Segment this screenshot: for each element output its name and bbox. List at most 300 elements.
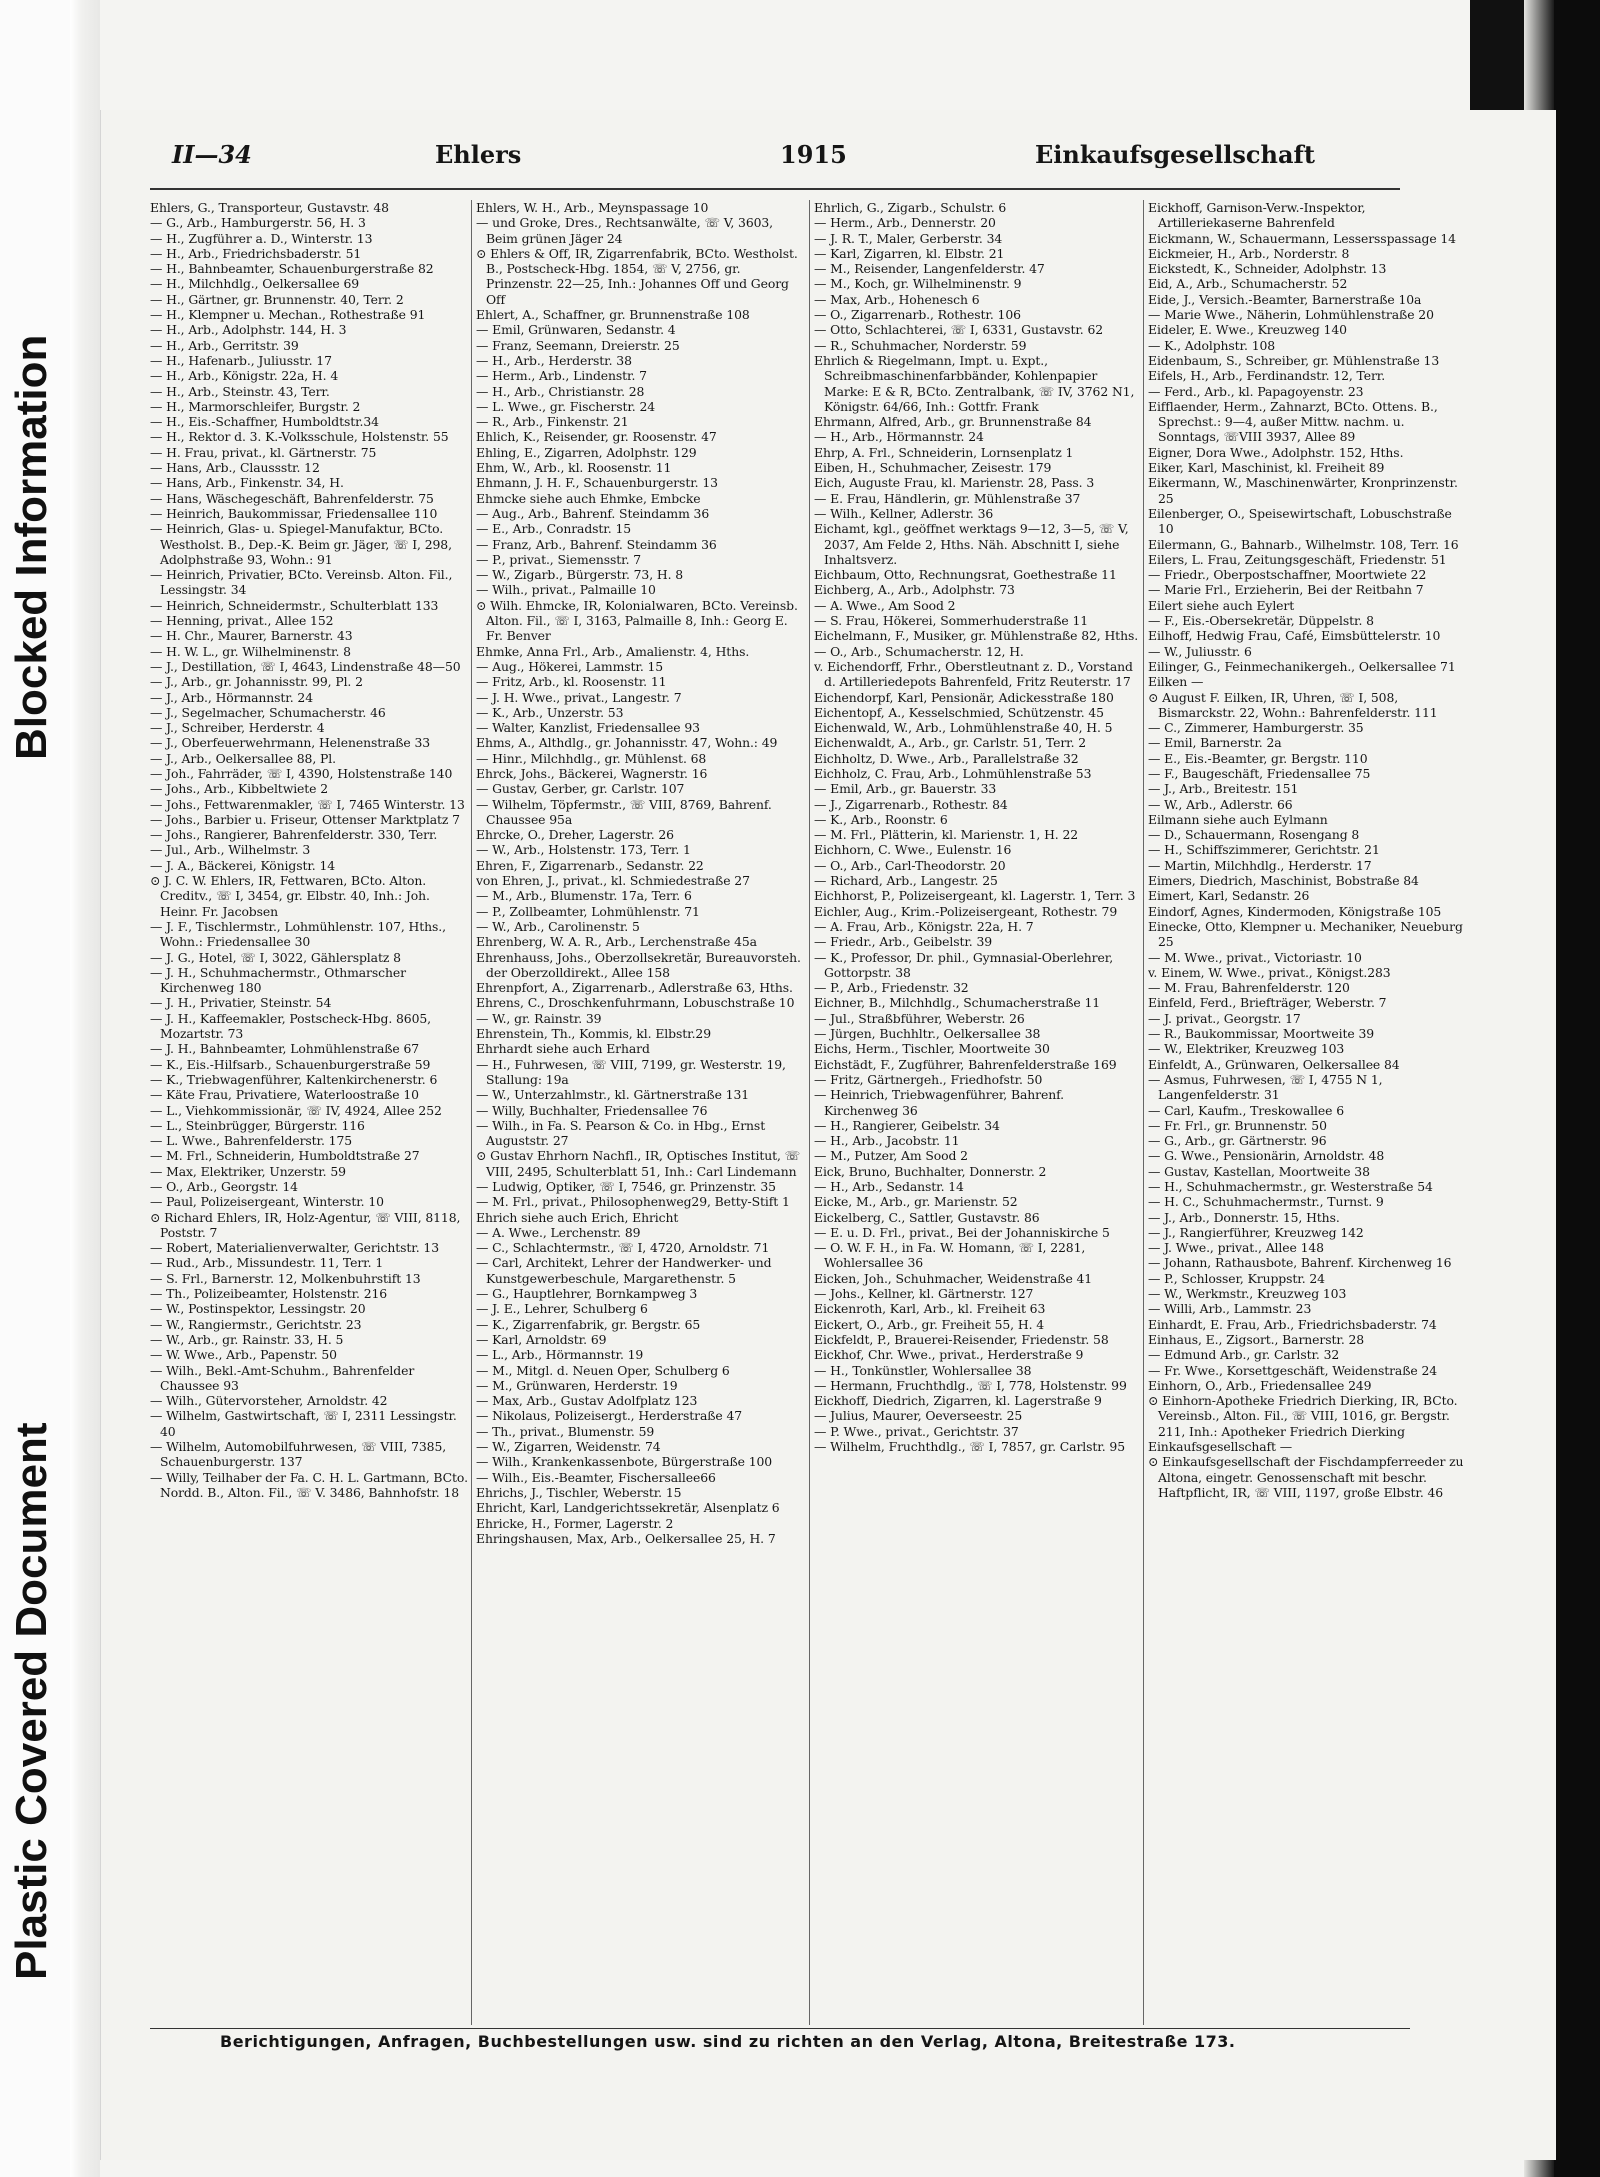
directory-entry: Eichner, B., Milchhdlg., Schumacherstraße 11 bbox=[814, 995, 1101, 1011]
directory-entry: — Karl, Zigarren, kl. Elbstr. 21 bbox=[814, 245, 1005, 261]
directory-entry: Eilinger, G., Feinmechanikergeh., Oelkersallee 71 bbox=[1148, 658, 1456, 674]
directory-entry: — M., Putzer, Am Sood 2 bbox=[814, 1148, 968, 1164]
directory-entry: Einfeldt, A., Grünwaren, Oelkersallee 84 bbox=[1148, 1056, 1400, 1072]
directory-entry: — J., Segelmacher, Schumacherstr. 46 bbox=[150, 704, 386, 720]
directory-entry: — W., Arb., Adlerstr. 66 bbox=[1148, 796, 1293, 812]
directory-entry: — Wilhelm, Automobilfuhrwesen, ☏ VIII, 7385, Schauenburgerstr. 137 bbox=[150, 1439, 447, 1470]
directory-entry: — Joh., Fahrräder, ☏ I, 4390, Holstenstraße 140 bbox=[150, 765, 453, 781]
directory-entry: — Herm., Arb., Lindenstr. 7 bbox=[476, 368, 647, 384]
directory-entry: — R., Arb., Finkenstr. 21 bbox=[476, 414, 629, 430]
directory-entry: — A. Wwe., Am Sood 2 bbox=[814, 597, 956, 613]
directory-entry: — Willy, Buchhalter, Friedensallee 76 bbox=[476, 1102, 708, 1118]
directory-column-4 bbox=[1148, 200, 1468, 2030]
header-last-entry: Einkaufsgesellschaft bbox=[1035, 140, 1315, 169]
directory-entry: — Wilh., Kellner, Adlerstr. 36 bbox=[814, 505, 994, 521]
directory-entry: — Jul., Arb., Wilhelmstr. 3 bbox=[150, 842, 311, 858]
directory-entry: — Johs., Arb., Kibbeltwiete 2 bbox=[150, 781, 329, 797]
directory-entry: — Franz, Seemann, Dreierstr. 25 bbox=[476, 337, 680, 353]
directory-entry: — H., Fuhrwesen, ☏ VIII, 7199, gr. Westerstr. 19, Stallung: 19a bbox=[476, 1056, 786, 1087]
directory-entry: — J. H. Wwe., privat., Langestr. 7 bbox=[476, 689, 682, 705]
directory-entry: — M. Frl., privat., Philosophenweg29, Betty-Stift 1 bbox=[476, 1194, 790, 1210]
directory-entry: — Max, Elektriker, Unzerstr. 59 bbox=[150, 1163, 346, 1179]
directory-entry: — H., Gärtner, gr. Brunnenstr. 40, Terr. 2 bbox=[150, 291, 404, 307]
directory-entry: Eimert, Karl, Sedanstr. 26 bbox=[1148, 888, 1310, 904]
directory-entry: Eiben, H., Schuhmacher, Zeisestr. 179 bbox=[814, 460, 1052, 476]
directory-entry: Eichler, Aug., Krim.-Polizeisergeant, Rothestr. 79 bbox=[814, 903, 1118, 919]
directory-entry: — H., Tonkünstler, Wohlersallee 38 bbox=[814, 1362, 1032, 1378]
directory-entry: — K., Zigarrenfabrik, gr. Bergstr. 65 bbox=[476, 1316, 701, 1332]
directory-entry: Eichhorst, P., Polizeisergeant, kl. Lagerstr. 1, Terr. 3 bbox=[814, 888, 1136, 904]
directory-entry: — Carl, Architekt, Lehrer der Handwerker- und Kunstgewerbeschule, Margarethenstr. 5 bbox=[476, 1255, 772, 1286]
directory-entry: — M. Wwe., privat., Victoriastr. 10 bbox=[1148, 949, 1362, 965]
directory-entry: — M., Grünwaren, Herderstr. 19 bbox=[476, 1377, 678, 1393]
directory-entry: Ehrenstein, Th., Kommis, kl. Elbstr.29 bbox=[476, 1026, 711, 1042]
directory-entry: — J., Arb., gr. Johannisstr. 99, Pl. 2 bbox=[150, 674, 363, 690]
column-divider bbox=[1143, 200, 1144, 2025]
directory-entry: — Marie Wwe., Näherin, Lohmühlenstraße 20 bbox=[1148, 307, 1434, 323]
directory-entry: — H., Zugführer a. D., Winterstr. 13 bbox=[150, 230, 373, 246]
directory-entry: — J., Arb., Donnerstr. 15, Hths. bbox=[1148, 1209, 1340, 1225]
directory-entry: Eid, A., Arb., Schumacherstr. 52 bbox=[1148, 276, 1348, 292]
directory-entry: — Fr. Frl., gr. Brunnenstr. 50 bbox=[1148, 1117, 1327, 1133]
directory-entry: — R., Schuhmacher, Norderstr. 59 bbox=[814, 337, 1027, 353]
directory-entry: — Richard, Arb., Langestr. 25 bbox=[814, 873, 998, 889]
directory-entry: Ehrp, A. Frl., Schneiderin, Lornsenplatz 1 bbox=[814, 444, 1074, 460]
directory-entry: — Johs., Barbier u. Friseur, Ottenser Marktplatz 7 bbox=[150, 811, 460, 827]
directory-entry: — Friedr., Oberpostschaffner, Moortwiete 22 bbox=[1148, 567, 1427, 583]
directory-entry: — J., Schreiber, Herderstr. 4 bbox=[150, 720, 325, 736]
directory-entry: — Johs., Kellner, kl. Gärtnerstr. 127 bbox=[814, 1286, 1034, 1302]
directory-entry: Eigner, Dora Wwe., Adolphstr. 152, Hths. bbox=[1148, 444, 1404, 460]
directory-entry: — W., Werkmstr., Kreuzweg 103 bbox=[1148, 1286, 1347, 1302]
directory-entry: — G. Wwe., Pensionärin, Arnoldstr. 48 bbox=[1148, 1148, 1385, 1164]
directory-entry: — H., Arb., Adolphstr. 144, H. 3 bbox=[150, 322, 347, 338]
directory-entry: Eickstedt, K., Schneider, Adolphstr. 13 bbox=[1148, 261, 1387, 277]
directory-entry: Eicke, M., Arb., gr. Marienstr. 52 bbox=[814, 1194, 1018, 1210]
directory-entry: — H., Rangierer, Geibelstr. 34 bbox=[814, 1117, 1000, 1133]
directory-entry: Eide, J., Versich.-Beamter, Barnerstraße 10a bbox=[1148, 291, 1422, 307]
directory-entry: — Fritz, Gärtnergeh., Friedhofstr. 50 bbox=[814, 1071, 1043, 1087]
directory-entry: — J. H., Bahnbeamter, Lohmühlenstraße 67 bbox=[150, 1041, 420, 1057]
directory-entry: — Julius, Maurer, Oeverseestr. 25 bbox=[814, 1408, 1023, 1424]
directory-entry: — J., Arb., Oelkersallee 88, Pl. bbox=[150, 750, 336, 766]
directory-entry: — Johs., Fettwarenmakler, ☏ I, 7465 Winterstr. 13 bbox=[150, 796, 465, 812]
directory-entry: — Hans, Arb., Claussstr. 12 bbox=[150, 460, 320, 476]
directory-entry: — Heinrich, Schneidermstr., Schulterblatt 133 bbox=[150, 597, 439, 613]
directory-entry: Ehm, W., Arb., kl. Roosenstr. 11 bbox=[476, 460, 672, 476]
directory-entry: Ehrenberg, W. A. R., Arb., Lerchenstraße 45a bbox=[476, 934, 757, 950]
directory-entry: — H. W. L., gr. Wilhelminenstr. 8 bbox=[150, 643, 351, 659]
directory-entry: — G., Hauptlehrer, Bornkampweg 3 bbox=[476, 1286, 698, 1302]
directory-entry: — Willi, Arb., Lammstr. 23 bbox=[1148, 1301, 1312, 1317]
directory-column-2 bbox=[476, 200, 806, 2030]
directory-entry: — Johs., Rangierer, Bahrenfelderstr. 330, Terr. bbox=[150, 827, 438, 843]
directory-entry: — P. Wwe., privat., Gerichtstr. 37 bbox=[814, 1423, 1019, 1439]
directory-entry: — Fritz, Arb., kl. Roosenstr. 11 bbox=[476, 674, 667, 690]
directory-entry: — H., Marmorschleifer, Burgstr. 2 bbox=[150, 398, 361, 414]
directory-entry: Ehricke, H., Former, Lagerstr. 2 bbox=[476, 1515, 674, 1531]
directory-entry: — Nikolaus, Polizeisergt., Herderstraße 47 bbox=[476, 1408, 743, 1424]
directory-entry: — H., Arb., Christianstr. 28 bbox=[476, 383, 645, 399]
directory-entry: — H., Eis.-Schaffner, Humboldtstr.34 bbox=[150, 414, 379, 430]
directory-entry: — F., Eis.-Obersekretär, Düppelstr. 8 bbox=[1148, 613, 1374, 629]
directory-entry: — W., Elektriker, Kreuzweg 103 bbox=[1148, 1041, 1345, 1057]
directory-entry: — H., Arb., Herderstr. 38 bbox=[476, 352, 632, 368]
directory-entry: — H., Bahnbeamter, Schauenburgerstraße 82 bbox=[150, 261, 434, 277]
directory-entry: — W., Unterzahlmstr., kl. Gärtnerstraße 131 bbox=[476, 1087, 750, 1103]
directory-entry: — Wilh., in Fa. S. Pearson & Co. in Hbg., Ernst Auguststr. 27 bbox=[476, 1117, 766, 1149]
directory-entry: — Wilh., Bekl.-Amt-Schuhm., Bahrenfelder Chaussee 93 bbox=[150, 1362, 415, 1393]
directory-entry: — F., Baugeschäft, Friedensallee 75 bbox=[1148, 765, 1371, 781]
directory-entry: — C., Zimmerer, Hamburgerstr. 35 bbox=[1148, 720, 1364, 736]
directory-entry: — G., Arb., Hamburgerstr. 56, H. 3 bbox=[150, 215, 366, 231]
directory-entry: Eilken — bbox=[1148, 674, 1204, 690]
directory-entry: — Johann, Rathausbote, Bahrenf. Kirchenweg 16 bbox=[1148, 1255, 1452, 1271]
directory-entry: — H., Schuhmachermstr., gr. Westerstraße 54 bbox=[1148, 1179, 1433, 1194]
directory-entry: Eickfeldt, P., Brauerei-Reisender, Friedenstr. 58 bbox=[814, 1331, 1109, 1347]
directory-entry: Eilermann, G., Bahnarb., Wilhelmstr. 108, Terr. 16 bbox=[1148, 536, 1459, 552]
directory-entry: Eickert, O., Arb., gr. Freiheit 55, H. 4 bbox=[814, 1316, 1045, 1332]
directory-entry: Ehringshausen, Max, Arb., Oelkersallee 25, H. 7 bbox=[476, 1530, 776, 1546]
directory-entry: Eick, Bruno, Buchhalter, Donnerstr. 2 bbox=[814, 1163, 1047, 1179]
directory-entry: — P., privat., Siemensstr. 7 bbox=[476, 551, 642, 567]
directory-entry: Eichendorpf, Karl, Pensionär, Adickesstraße 180 bbox=[814, 689, 1114, 705]
directory-entry: — Th., privat., Blumenstr. 59 bbox=[476, 1423, 655, 1439]
directory-entry: Eichentopf, A., Kesselschmied, Schützenstr. 45 bbox=[814, 704, 1104, 720]
directory-entry: Eickhoff, Garnison-Verw.-Inspektor, Artilleriekaserne Bahrenfeld bbox=[1148, 200, 1366, 231]
directory-entry: Eichholz, C. Frau, Arb., Lohmühlenstraße 53 bbox=[814, 765, 1092, 781]
directory-entry: Ehrlich, G., Zigarb., Schulstr. 6 bbox=[814, 200, 1007, 215]
directory-entry: — M. Frl., Schneiderin, Humboldtstraße 27 bbox=[150, 1148, 420, 1164]
directory-entry: Eicken, Joh., Schuhmacher, Weidenstraße 41 bbox=[814, 1270, 1093, 1286]
directory-entry: — W., Arb., gr. Rainstr. 33, H. 5 bbox=[150, 1331, 344, 1347]
directory-entry: — W., gr. Rainstr. 39 bbox=[476, 1010, 602, 1026]
directory-entry: — Hans, Wäschegeschäft, Bahrenfelderstr. 75 bbox=[150, 490, 434, 506]
directory-entry: — W., Juliusstr. 6 bbox=[1148, 643, 1252, 659]
directory-entry: — S. Frau, Hökerei, Sommerhuderstraße 11 bbox=[814, 613, 1089, 629]
directory-entry: Eilmann siehe auch Eylmann bbox=[1148, 811, 1328, 827]
directory-entry: — Wilh., privat., Palmaille 10 bbox=[476, 582, 656, 598]
directory-entry: ⊙ Einhorn-Apotheke Friedrich Dierking, IR, BCto. Vereinsb., Alton. Fil., ☏ VIII, 1016, gr. Bergstr. 211, Inh.: Apotheker Friedrich Dierking bbox=[1148, 1393, 1458, 1439]
directory-column-1 bbox=[150, 200, 468, 2030]
directory-entry: — H., Arb., Steinstr. 43, Terr. bbox=[150, 383, 330, 399]
directory-entry: — Hermann, Fruchthdlg., ☏ I, 778, Holstenstr. 99 bbox=[814, 1377, 1127, 1393]
directory-entry: Eichhorn, C. Wwe., Eulenstr. 16 bbox=[814, 842, 1012, 858]
directory-entry: — H. Frau, privat., kl. Gärtnerstr. 75 bbox=[150, 444, 377, 460]
directory-entry: Eichberg, A., Arb., Adolphstr. 73 bbox=[814, 582, 1015, 598]
directory-entry: Ehrhardt siehe auch Erhard bbox=[476, 1041, 650, 1057]
directory-entry: — J. H., Schuhmachermstr., Othmarscher Kirchenweg 180 bbox=[150, 964, 406, 996]
directory-entry: — M., Reisender, Langenfelderstr. 47 bbox=[814, 261, 1045, 277]
directory-entry: — Franz, Arb., Bahrenf. Steindamm 36 bbox=[476, 536, 717, 552]
directory-entry: — Wilh., Krankenkassenbote, Bürgerstraße 100 bbox=[476, 1454, 773, 1470]
directory-entry: — J. E., Lehrer, Schulberg 6 bbox=[476, 1301, 648, 1317]
directory-entry: — J. H., Kaffeemakler, Postscheck-Hbg. 8605, Mozartstr. 73 bbox=[150, 1010, 431, 1042]
directory-entry: — M. Frau, Bahrenfelderstr. 120 bbox=[1148, 980, 1350, 996]
directory-entry: — P., Zollbeamter, Lohmühlenstr. 71 bbox=[476, 903, 700, 919]
directory-entry: Eideler, E. Wwe., Kreuzweg 140 bbox=[1148, 322, 1347, 338]
directory-entry: — K., Adolphstr. 108 bbox=[1148, 337, 1276, 353]
directory-entry: Einhaus, E., Zigsort., Barnerstr. 28 bbox=[1148, 1331, 1365, 1347]
directory-entry: v. Eichendorff, Frhr., Oberstleutnant z. D., Vorstand d. Artilleriedepots Bahrenfeld, Fritz Reuterstr. 17 bbox=[814, 658, 1133, 690]
directory-entry: Ehlers, W. H., Arb., Meynspassage 10 bbox=[476, 200, 709, 215]
directory-entry: Eichs, Herm., Tischler, Moortweite 30 bbox=[814, 1041, 1050, 1057]
directory-entry: — M. Frl., Plätterin, kl. Marienstr. 1, H. 22 bbox=[814, 827, 1079, 843]
scan-background-right bbox=[1554, 0, 1600, 2177]
directory-entry: — L. Wwe., Bahrenfelderstr. 175 bbox=[150, 1133, 353, 1149]
directory-entry: — Emil, Arb., gr. Bauerstr. 33 bbox=[814, 781, 997, 797]
directory-entry: — J., Arb., Hörmannstr. 24 bbox=[150, 689, 313, 705]
directory-entry: Eiker, Karl, Maschinist, kl. Freiheit 89 bbox=[1148, 460, 1385, 476]
directory-entry: Eichenwald, W., Arb., Lohmühlenstraße 40, H. 5 bbox=[814, 720, 1113, 736]
column-divider bbox=[809, 200, 810, 2025]
directory-entry: Eilers, L. Frau, Zeitungsgeschäft, Friedenstr. 51 bbox=[1148, 551, 1447, 567]
directory-entry: — Wilh., Eis.-Beamter, Fischersallee66 bbox=[476, 1469, 716, 1485]
directory-entry: — Wilhelm, Fruchthdlg., ☏ I, 7857, gr. Carlstr. 95 bbox=[814, 1439, 1125, 1455]
directory-entry: — Henning, privat., Allee 152 bbox=[150, 613, 334, 629]
directory-entry: — J., Rangierführer, Kreuzweg 142 bbox=[1148, 1224, 1364, 1240]
directory-entry: — Heinrich, Privatier, BCto. Vereinsb. Alton. Fil., Lessingstr. 34 bbox=[150, 567, 453, 598]
directory-entry: Eikermann, W., Maschinenwärter, Kronprinzenstr. 25 bbox=[1148, 475, 1458, 506]
directory-entry: Ehling, E., Zigarren, Adolphstr. 129 bbox=[476, 444, 697, 460]
directory-entry: Eifflaender, Herm., Zahnarzt, BCto. Ottens. B., Sprechst.: 9—4, außer Mittw. nachm. u. Sonntags, ☏VIII 3937, Allee 89 bbox=[1148, 398, 1438, 445]
directory-entry: — Heinrich, Glas- u. Spiegel-Manufaktur, BCto. Westholst. B., Dep.-K. Beim gr. Jäger, ☏ I, 298, Adolphstraße 93, Wohn.: 91 bbox=[150, 521, 452, 567]
directory-entry: Eimers, Diedrich, Maschinist, Bobstraße 84 bbox=[1148, 873, 1419, 889]
directory-entry: Ehrenhauss, Johs., Oberzollsekretär, Bureauvorsteh. der Oberzolldirekt., Allee 158 bbox=[476, 949, 801, 980]
directory-entry: — O., Arb., Schumacherstr. 12, H. bbox=[814, 643, 1024, 659]
directory-entry: — M., Mitgl. d. Neuen Oper, Schulberg 6 bbox=[476, 1362, 730, 1378]
directory-entry: — Asmus, Fuhrwesen, ☏ I, 4755 N 1, Langenfelderstr. 31 bbox=[1148, 1071, 1383, 1103]
directory-entry: Eidenbaum, S., Schreiber, gr. Mühlenstraße 13 bbox=[1148, 352, 1440, 368]
directory-entry: — H., Arb., Sedanstr. 14 bbox=[814, 1179, 964, 1194]
directory-entry: Eilert siehe auch Eylert bbox=[1148, 597, 1295, 613]
directory-entry: — Hans, Arb., Finkenstr. 34, H. bbox=[150, 475, 344, 491]
directory-entry: — K., Arb., Roonstr. 6 bbox=[814, 811, 948, 827]
directory-entry: — E., Eis.-Beamter, gr. Bergstr. 110 bbox=[1148, 750, 1368, 766]
directory-entry: Ehlers, G., Transporteur, Gustavstr. 48 bbox=[150, 200, 389, 215]
directory-entry: — Karl, Arnoldstr. 69 bbox=[476, 1331, 607, 1347]
header-first-entry: Ehlers bbox=[435, 140, 522, 169]
directory-entry: Ehmke, Anna Frl., Arb., Amalienstr. 4, Hths. bbox=[476, 643, 750, 659]
directory-entry: — D., Schauermann, Rosengang 8 bbox=[1148, 827, 1360, 843]
directory-entry: — Willy, Teilhaber der Fa. C. H. L. Gartmann, BCto. Nordd. B., Alton. Fil., ☏ V. 3486, Bahnhofstr. 18 bbox=[150, 1469, 468, 1500]
directory-entry: Ehrichs, J., Tischler, Weberstr. 15 bbox=[476, 1484, 682, 1500]
directory-entry: — J. F., Tischlermstr., Lohmühlenstr. 107, Hths., Wohn.: Friedensallee 30 bbox=[150, 918, 446, 950]
directory-entry: Ehmcke siehe auch Ehmke, Embcke bbox=[476, 490, 701, 506]
page-number: II—34 bbox=[172, 140, 252, 169]
directory-entry: Einkaufsgesellschaft — bbox=[1148, 1439, 1293, 1455]
directory-entry: Eichenwaldt, A., Arb., gr. Carlstr. 51, Terr. 2 bbox=[814, 735, 1087, 751]
directory-entry: — H., Schiffszimmerer, Gerichtstr. 21 bbox=[1148, 842, 1380, 858]
directory-entry: — Carl, Kaufm., Treskowallee 6 bbox=[1148, 1102, 1344, 1118]
directory-entry: ⊙ August F. Eilken, IR, Uhren, ☏ I, 508, Bismarckstr. 22, Wohn.: Bahrenfelderstr. 111 bbox=[1148, 689, 1438, 720]
directory-entry: — K., Professor, Dr. phil., Gymnasial-Oberlehrer, Gottorpstr. 38 bbox=[814, 949, 1114, 980]
directory-entry: — K., Triebwagenführer, Kaltenkirchenerstr. 6 bbox=[150, 1071, 438, 1087]
directory-entry: — H., Arb., Friedrichsbaderstr. 51 bbox=[150, 245, 362, 261]
directory-entry: ⊙ J. C. W. Ehlers, IR, Fettwaren, BCto. Alton. Creditv., ☏ I, 3454, gr. Elbstr. 40, Inh.: Joh. Heinr. Fr. Jacobsen bbox=[150, 873, 430, 919]
directory-entry: — H., Arb., Gerritstr. 39 bbox=[150, 337, 299, 353]
directory-entry: Eichholtz, D. Wwe., Arb., Parallelstraße 32 bbox=[814, 750, 1079, 766]
directory-entry: Eindorf, Agnes, Kindermoden, Königstraße 105 bbox=[1148, 903, 1442, 919]
directory-entry: — J. G., Hotel, ☏ I, 3022, Gählersplatz 8 bbox=[150, 949, 401, 965]
directory-entry: — Emil, Grünwaren, Sedanstr. 4 bbox=[476, 322, 676, 338]
directory-entry: — Hinr., Milchhdlg., gr. Mühlenst. 68 bbox=[476, 750, 707, 766]
directory-entry: v. Einem, W. Wwe., privat., Königst.283 bbox=[1148, 964, 1391, 980]
directory-entry: Einhorn, O., Arb., Friedensallee 249 bbox=[1148, 1377, 1372, 1393]
directory-entry: ⊙ Richard Ehlers, IR, Holz-Agentur, ☏ VIII, 8118, Poststr. 7 bbox=[150, 1209, 461, 1240]
directory-entry: — Fr. Wwe., Korsettgeschäft, Weidenstraße 24 bbox=[1148, 1362, 1438, 1378]
directory-entry: — und Groke, Dres., Rechtsanwälte, ☏ V, 3603, Beim grünen Jäger 24 bbox=[476, 215, 774, 246]
side-label-bottom: Plastic Covered Document bbox=[7, 1422, 56, 1980]
directory-entry: — Wilh., Gütervorsteher, Arnoldstr. 42 bbox=[150, 1393, 388, 1409]
directory-entry: Einfeld, Ferd., Briefträger, Weberstr. 7 bbox=[1148, 995, 1387, 1011]
directory-entry: — Ferd., Arb., kl. Papagoyenstr. 23 bbox=[1148, 383, 1364, 399]
directory-entry: Eich, Auguste Frau, kl. Marienstr. 28, Pass. 3 bbox=[814, 475, 1095, 491]
directory-entry: von Ehren, J., privat., kl. Schmiedestraße 27 bbox=[476, 873, 750, 889]
directory-entry: — Otto, Schlachterei, ☏ I, 6331, Gustavstr. 62 bbox=[814, 322, 1104, 338]
directory-entry: — Th., Polizeibeamter, Holstenstr. 216 bbox=[150, 1286, 388, 1302]
directory-entry: — J., Arb., Breitestr. 151 bbox=[1148, 781, 1299, 797]
directory-entry: Ehlert, A., Schaffner, gr. Brunnenstraße 108 bbox=[476, 307, 750, 323]
footer-rule bbox=[150, 2028, 1410, 2029]
directory-entry: ⊙ Wilh. Ehmcke, IR, Kolonialwaren, BCto. Vereinsb. Alton. Fil., ☏ I, 3163, Palmaille 8, Inh.: Georg E. Fr. Benver bbox=[476, 597, 798, 644]
directory-entry: — L., Arb., Hörmannstr. 19 bbox=[476, 1347, 644, 1363]
directory-entry: — S. Frl., Barnerstr. 12, Molkenbuhrstift 13 bbox=[150, 1270, 421, 1286]
directory-entry: Ehlich, K., Reisender, gr. Roosenstr. 47 bbox=[476, 429, 717, 445]
directory-entry: Eichbaum, Otto, Rechnungsrat, Goethestraße 11 bbox=[814, 567, 1117, 583]
directory-entry: — Gustav, Kastellan, Moortweite 38 bbox=[1148, 1163, 1370, 1179]
directory-entry: — R., Baukommissar, Moortweite 39 bbox=[1148, 1026, 1375, 1042]
directory-entry: — H. C., Schuhmachermstr., Turnst. 9 bbox=[1148, 1194, 1384, 1210]
directory-entry: — P., Schlosser, Kruppstr. 24 bbox=[1148, 1270, 1325, 1286]
directory-entry: — O. W. F. H., in Fa. W. Homann, ☏ I, 2281, Wohlersallee 36 bbox=[814, 1240, 1086, 1271]
directory-entry: — J., Oberfeuerwehrmann, Helenenstraße 33 bbox=[150, 735, 431, 751]
directory-entry: Eickmann, W., Schauermann, Lessersspassage 14 bbox=[1148, 230, 1456, 246]
directory-entry: — H., Arb., Jacobstr. 11 bbox=[814, 1133, 960, 1149]
directory-entry: Ehrich siehe auch Erich, Ehricht bbox=[476, 1209, 679, 1225]
directory-entry: Ehricht, Karl, Landgerichtssekretär, Alsenplatz 6 bbox=[476, 1500, 780, 1516]
directory-entry: ⊙ Ehlers & Off, IR, Zigarrenfabrik, BCto. Westholst. B., Postscheck-Hbg. 1854, ☏ V, 2756, gr. Prinzenstr. 22—25, Inh.: Johannes Off und Georg Off bbox=[476, 245, 798, 307]
directory-entry: ⊙ Einkaufsgesellschaft der Fischdampferreeder zu Altona, eingetr. Genossenschaft mit beschr. Haftpflicht, IR, ☏ VIII, 1197, große Elbstr. 46 bbox=[1148, 1454, 1464, 1500]
directory-entry: — Jürgen, Buchhltr., Oelkersallee 38 bbox=[814, 1026, 1041, 1042]
directory-entry: — J., Zigarrenarb., Rothestr. 84 bbox=[814, 796, 1008, 812]
directory-entry: — Friedr., Arb., Geibelstr. 39 bbox=[814, 934, 993, 950]
directory-entry: — Gustav, Gerber, gr. Carlstr. 107 bbox=[476, 781, 685, 797]
directory-entry: — W., Rangiermstr., Gerichtstr. 23 bbox=[150, 1316, 362, 1332]
directory-entry: Ehren, F., Zigarrenarb., Sedanstr. 22 bbox=[476, 857, 704, 873]
directory-entry: — K., Eis.-Hilfsarb., Schauenburgerstraße 59 bbox=[150, 1056, 431, 1072]
directory-entry: — J. R. T., Maler, Gerberstr. 34 bbox=[814, 230, 1003, 246]
directory-entry: — H., Milchhdlg., Oelkersallee 69 bbox=[150, 276, 360, 292]
directory-entry: — Walter, Kanzlist, Friedensallee 93 bbox=[476, 720, 700, 736]
directory-entry: Eickhof, Chr. Wwe., privat., Herderstraße 9 bbox=[814, 1347, 1084, 1363]
directory-entry: — Marie Frl., Erzieherin, Bei der Reitbahn 7 bbox=[1148, 582, 1424, 598]
directory-entry: — E. Frau, Händlerin, gr. Mühlenstraße 37 bbox=[814, 490, 1081, 506]
publisher-note: Berichtigungen, Anfragen, Buchbestellungen usw. sind zu richten an den Verlag, Altona, Breitestraße 173. bbox=[220, 2032, 1236, 2051]
directory-entry: — H., Klempner u. Mechan., Rothestraße 91 bbox=[150, 307, 426, 323]
directory-entry: — M., Arb., Blumenstr. 17a, Terr. 6 bbox=[476, 888, 692, 904]
directory-entry: — Aug., Arb., Bahrenf. Steindamm 36 bbox=[476, 505, 710, 521]
directory-entry: — W., Arb., Holstenstr. 173, Terr. 1 bbox=[476, 842, 691, 858]
directory-entry: — Emil, Barnerstr. 2a bbox=[1148, 735, 1282, 751]
directory-entry: Eifels, H., Arb., Ferdinandstr. 12, Terr. bbox=[1148, 368, 1386, 384]
directory-entry: Eickenroth, Karl, Arb., kl. Freiheit 63 bbox=[814, 1301, 1046, 1317]
directory-entry: — L., Viehkommissionär, ☏ IV, 4924, Allee 252 bbox=[150, 1102, 442, 1118]
directory-entry: Ehrck, Johs., Bäckerei, Wagnerstr. 16 bbox=[476, 765, 708, 781]
directory-entry: — Paul, Polizeisergeant, Winterstr. 10 bbox=[150, 1194, 384, 1210]
directory-entry: — P., Arb., Friedenstr. 32 bbox=[814, 980, 969, 996]
directory-entry: — Ludwig, Optiker, ☏ I, 7546, gr. Prinzenstr. 35 bbox=[476, 1179, 776, 1194]
directory-entry: Eichamt, kgl., geöffnet werktags 9—12, 3—5, ☏ V, 2037, Am Felde 2, Hths. Näh. Abschnitt I, siehe Inhaltsverz. bbox=[814, 521, 1129, 567]
directory-entry: — H., Arb., Hörmannstr. 24 bbox=[814, 429, 984, 445]
directory-entry: Einhardt, E. Frau, Arb., Friedrichsbaderstr. 74 bbox=[1148, 1316, 1437, 1332]
column-divider bbox=[471, 200, 472, 2025]
directory-entry: — Heinrich, Triebwagenführer, Bahrenf. Kirchenweg 36 bbox=[814, 1087, 1064, 1118]
directory-entry: — M., Koch, gr. Wilhelminenstr. 9 bbox=[814, 276, 1022, 292]
directory-entry: — Max, Arb., Hohenesch 6 bbox=[814, 291, 980, 307]
directory-entry: Eickelberg, C., Sattler, Gustavstr. 86 bbox=[814, 1209, 1040, 1225]
directory-entry: — Martin, Milchhdlg., Herderstr. 17 bbox=[1148, 857, 1372, 873]
directory-entry: — Rud., Arb., Missundestr. 11, Terr. 1 bbox=[150, 1255, 384, 1271]
directory-entry: — C., Schlachtermstr., ☏ I, 4720, Arnoldstr. 71 bbox=[476, 1240, 770, 1256]
directory-entry: — H. Chr., Maurer, Barnerstr. 43 bbox=[150, 628, 353, 644]
directory-entry: — E. u. D. Frl., privat., Bei der Johanniskirche 5 bbox=[814, 1224, 1110, 1240]
directory-entry: — Edmund Arb., gr. Carlstr. 32 bbox=[1148, 1347, 1340, 1363]
directory-entry: Eickmeier, H., Arb., Norderstr. 8 bbox=[1148, 245, 1350, 261]
directory-entry: — W. Wwe., Arb., Papenstr. 50 bbox=[150, 1347, 337, 1363]
directory-entry: Eilenberger, O., Speisewirtschaft, Lobuschstraße 10 bbox=[1148, 505, 1452, 537]
directory-entry: Eichelmann, F., Musiker, gr. Mühlenstraße 82, Hths. bbox=[814, 628, 1139, 644]
directory-entry: — Robert, Materialienverwalter, Gerichtstr. 13 bbox=[150, 1240, 439, 1256]
directory-entry: — J. A., Bäckerei, Königstr. 14 bbox=[150, 857, 336, 873]
directory-entry: — Heinrich, Baukommissar, Friedensallee 110 bbox=[150, 505, 438, 521]
directory-entry: ⊙ Gustav Ehrhorn Nachfl., IR, Optisches Institut, ☏ VIII, 2495, Schulterblatt 51, Inh.: Carl Lindemann bbox=[476, 1148, 801, 1179]
directory-entry: — W., Zigarb., Bürgerstr. 73, H. 8 bbox=[476, 567, 684, 583]
header-rule bbox=[150, 188, 1400, 190]
directory-entry: — J., Destillation, ☏ I, 4643, Lindenstraße 48—50 bbox=[150, 658, 461, 674]
directory-column-3 bbox=[814, 200, 1140, 2030]
directory-entry: — Aug., Hökerei, Lammstr. 15 bbox=[476, 658, 664, 674]
directory-entry: Einecke, Otto, Klempner u. Mechaniker, Neueburg 25 bbox=[1148, 918, 1463, 950]
directory-entry: — Wilhelm, Gastwirtschaft, ☏ I, 2311 Lessingstr. 40 bbox=[150, 1408, 457, 1439]
directory-entry: Ehrcke, O., Dreher, Lagerstr. 26 bbox=[476, 827, 674, 843]
directory-entry: — L. Wwe., gr. Fischerstr. 24 bbox=[476, 398, 656, 414]
directory-entry: — Max, Arb., Gustav Adolfplatz 123 bbox=[476, 1393, 698, 1409]
directory-entry: — A. Wwe., Lerchenstr. 89 bbox=[476, 1224, 641, 1240]
directory-entry: — W., Arb., Carolinenstr. 5 bbox=[476, 918, 640, 934]
directory-entry: — H., Hafenarb., Juliusstr. 17 bbox=[150, 352, 332, 368]
directory-entry: — W., Postinspektor, Lessingstr. 20 bbox=[150, 1301, 366, 1317]
directory-entry: — O., Arb., Georgstr. 14 bbox=[150, 1179, 298, 1194]
directory-entry: — O., Arb., Carl-Theodorstr. 20 bbox=[814, 857, 1006, 873]
side-label-top: Blocked Information bbox=[7, 334, 56, 760]
directory-entry: — Käte Frau, Privatiere, Waterloostraße 10 bbox=[150, 1087, 419, 1103]
directory-entry: — E., Arb., Conradstr. 15 bbox=[476, 521, 632, 537]
directory-entry: Ehrmann, Alfred, Arb., gr. Brunnenstraße 84 bbox=[814, 414, 1092, 430]
directory-entry: — Wilhelm, Töpfermstr., ☏ VIII, 8769, Bahrenf. Chaussee 95a bbox=[476, 796, 772, 827]
directory-entry: — Herm., Arb., Dennerstr. 20 bbox=[814, 215, 996, 231]
directory-entry: Ehrenpfort, A., Zigarrenarb., Adlerstraße 63, Hths. bbox=[476, 980, 793, 996]
directory-entry: — G., Arb., gr. Gärtnerstr. 96 bbox=[1148, 1133, 1327, 1149]
directory-entry: — H., Arb., Königstr. 22a, H. 4 bbox=[150, 368, 339, 384]
directory-entry: — J. privat., Georgstr. 17 bbox=[1148, 1010, 1301, 1026]
directory-entry: — H., Rektor d. 3. K.-Volksschule, Holstenstr. 55 bbox=[150, 429, 449, 445]
page-header bbox=[150, 140, 1400, 174]
directory-entry: Eichstädt, F., Zugführer, Bahrenfelderstraße 169 bbox=[814, 1056, 1117, 1072]
directory-entry: — K., Arb., Unzerstr. 53 bbox=[476, 704, 624, 720]
directory-entry: Eilhoff, Hedwig Frau, Café, Eimsbüttelerstr. 10 bbox=[1148, 628, 1441, 644]
directory-entry: Ehrlich & Riegelmann, Impt. u. Expt., Schreibmaschinenfarbbänder, Kohlenpapier Marke: E & R, BCto. Zentralbank, ☏ IV, 3762 N1, Königstr. 64/66, Inh.: Gottfr. Frank bbox=[814, 352, 1135, 414]
